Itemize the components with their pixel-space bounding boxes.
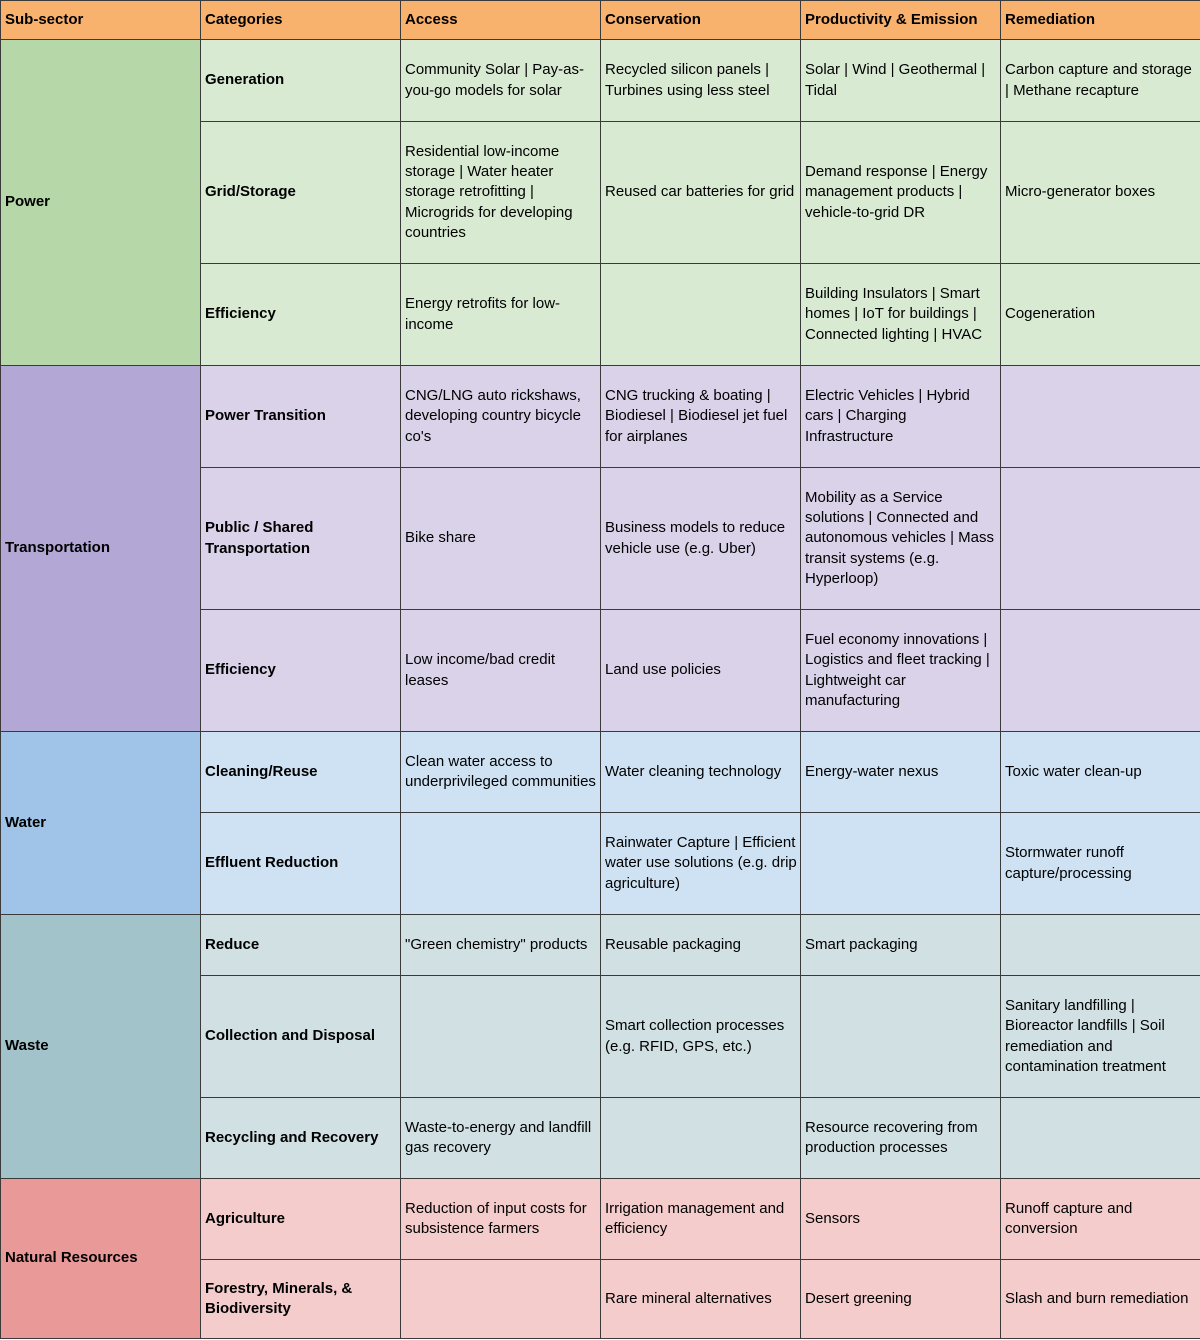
category-cell: Efficiency — [201, 264, 401, 366]
access-cell: Clean water access to underprivileged communities — [401, 732, 601, 813]
sub-sector-natural-resources: Natural Resources — [1, 1179, 201, 1339]
sub-sector-power: Power — [1, 40, 201, 366]
productivity-cell: Fuel economy innovations | Logistics and fleet tracking | Lightweight car manufacturing — [801, 610, 1001, 732]
conservation-cell: Recycled silicon panels | Turbines using less steel — [601, 40, 801, 122]
access-cell: Reduction of input costs for subsistence farmers — [401, 1179, 601, 1260]
productivity-cell: Energy-water nexus — [801, 732, 1001, 813]
access-cell — [401, 1260, 601, 1339]
conservation-cell: Land use policies — [601, 610, 801, 732]
conservation-cell: Reusable packaging — [601, 915, 801, 976]
header-row — [1, 1, 1200, 40]
productivity-cell: Mobility as a Service solutions | Connected and autonomous vehicles | Mass transit systems (e.g. Hyperloop) — [801, 468, 1001, 610]
conservation-cell — [601, 1098, 801, 1179]
table-row — [1, 1179, 1200, 1260]
table-row — [1, 915, 1200, 976]
access-cell: Low income/bad credit leases — [401, 610, 601, 732]
category-cell: Recycling and Recovery — [201, 1098, 401, 1179]
access-cell: CNG/LNG auto rickshaws, developing country bicycle co's — [401, 366, 601, 468]
productivity-cell: Building Insulators | Smart homes | IoT for buildings | Connected lighting | HVAC — [801, 264, 1001, 366]
conservation-cell: Business models to reduce vehicle use (e.g. Uber) — [601, 468, 801, 610]
productivity-cell: Solar | Wind | Geothermal | Tidal — [801, 40, 1001, 122]
remediation-cell: Micro-generator boxes — [1001, 122, 1200, 264]
remediation-cell — [1001, 1098, 1200, 1179]
table-row — [1, 366, 1200, 468]
header-productivity-emission: Productivity & Emission — [801, 1, 1001, 40]
productivity-cell — [801, 813, 1001, 915]
header-categories: Categories — [201, 1, 401, 40]
productivity-cell: Resource recovering from production processes — [801, 1098, 1001, 1179]
conservation-cell — [601, 264, 801, 366]
category-cell: Forestry, Minerals, & Biodiversity — [201, 1260, 401, 1339]
access-cell: Community Solar | Pay-as-you-go models for solar — [401, 40, 601, 122]
category-cell: Grid/Storage — [201, 122, 401, 264]
access-cell — [401, 813, 601, 915]
header-conservation: Conservation — [601, 1, 801, 40]
access-cell: "Green chemistry" products — [401, 915, 601, 976]
remediation-cell: Runoff capture and conversion — [1001, 1179, 1200, 1260]
category-cell: Agriculture — [201, 1179, 401, 1260]
remediation-cell: Toxic water clean-up — [1001, 732, 1200, 813]
remediation-cell — [1001, 915, 1200, 976]
conservation-cell: Irrigation management and efficiency — [601, 1179, 801, 1260]
conservation-cell: Rare mineral alternatives — [601, 1260, 801, 1339]
sub-sector-transportation: Transportation — [1, 366, 201, 732]
header-access: Access — [401, 1, 601, 40]
category-cell: Power Transition — [201, 366, 401, 468]
remediation-cell: Slash and burn remediation — [1001, 1260, 1200, 1339]
table-row — [1, 732, 1200, 813]
remediation-cell: Stormwater runoff capture/processing — [1001, 813, 1200, 915]
remediation-cell: Carbon capture and storage | Methane recapture — [1001, 40, 1200, 122]
productivity-cell: Smart packaging — [801, 915, 1001, 976]
access-cell: Bike share — [401, 468, 601, 610]
sub-sector-waste: Waste — [1, 915, 201, 1179]
category-cell: Collection and Disposal — [201, 976, 401, 1098]
remediation-cell — [1001, 366, 1200, 468]
sub-sector-water: Water — [1, 732, 201, 915]
conservation-cell: Reused car batteries for grid — [601, 122, 801, 264]
access-cell: Residential low-income storage | Water heater storage retrofitting | Microgrids for developing countries — [401, 122, 601, 264]
remediation-cell — [1001, 610, 1200, 732]
conservation-cell: Smart collection processes (e.g. RFID, GPS, etc.) — [601, 976, 801, 1098]
productivity-cell: Demand response | Energy management products | vehicle-to-grid DR — [801, 122, 1001, 264]
conservation-cell: Water cleaning technology — [601, 732, 801, 813]
productivity-cell: Sensors — [801, 1179, 1001, 1260]
remediation-cell — [1001, 468, 1200, 610]
access-cell: Waste-to-energy and landfill gas recovery — [401, 1098, 601, 1179]
category-cell: Efficiency — [201, 610, 401, 732]
access-cell: Energy retrofits for low-income — [401, 264, 601, 366]
category-cell: Generation — [201, 40, 401, 122]
remediation-cell: Sanitary landfilling | Bioreactor landfills | Soil remediation and contamination treatment — [1001, 976, 1200, 1098]
category-cell: Effluent Reduction — [201, 813, 401, 915]
productivity-cell: Desert greening — [801, 1260, 1001, 1339]
header-sub-sector: Sub-sector — [1, 1, 201, 40]
remediation-cell: Cogeneration — [1001, 264, 1200, 366]
category-cell: Public / Shared Transportation — [201, 468, 401, 610]
table-row — [1, 40, 1200, 122]
category-cell: Cleaning/Reuse — [201, 732, 401, 813]
access-cell — [401, 976, 601, 1098]
productivity-cell — [801, 976, 1001, 1098]
conservation-cell: Rainwater Capture | Efficient water use solutions (e.g. drip agriculture) — [601, 813, 801, 915]
conservation-cell: CNG trucking & boating | Biodiesel | Biodiesel jet fuel for airplanes — [601, 366, 801, 468]
productivity-cell: Electric Vehicles | Hybrid cars | Charging Infrastructure — [801, 366, 1001, 468]
category-cell: Reduce — [201, 915, 401, 976]
header-remediation: Remediation — [1001, 1, 1200, 40]
